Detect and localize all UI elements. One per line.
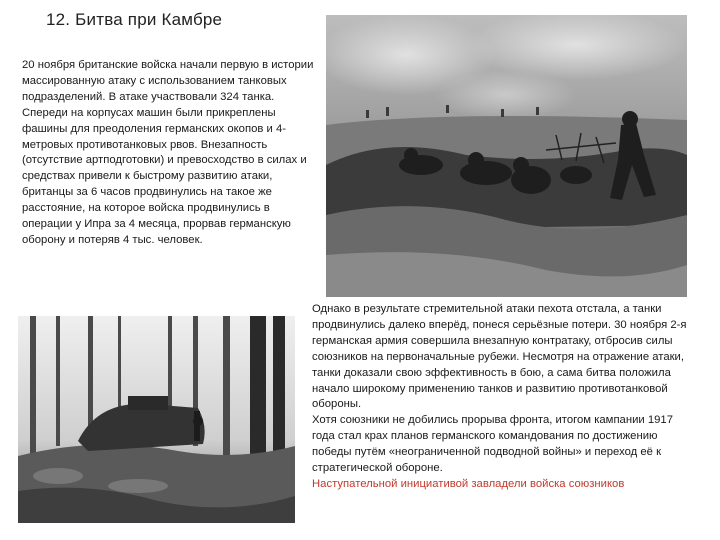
slide-title: 12. Битва при Камбре [46, 10, 223, 29]
battle-trench-photo [326, 15, 687, 297]
allied-initiative-highlight: Наступательной инициативой завладели войска союзников [312, 477, 625, 490]
tank-photo-graphic [18, 316, 295, 523]
right-text-block [312, 302, 690, 493]
left-text-block [22, 58, 314, 249]
right-paragraph-1: Однако в результате стремительной атаки пехота отстала, а танки продвинулись далеко вперёд, понеся серьёзные потери. 30 ноября 2-я германская армия совершила внезапную контратаку, отбросив силы союзников на первоначальные рубежи. Несмотря на отражение атаки, танки доказали свою эффективность в бою, а сама битва положила начало широкому применению танков и развитию противотанковой обороны. [312, 303, 687, 411]
tank-forest-photo [18, 316, 295, 523]
battle-photo-graphic [326, 15, 687, 297]
left-paragraph: 20 ноября британские войска начали первую в истории массированную атаку с использованием танковых подразделений. В атаке участвовали 324 танка. Спереди на корпусах машин были прикреплены фашины для преодоления германских окопов и 4-метровых противотанковых рвов. Внезапность (отсутствие артподготовки) и превосходство в силах и средствах привели к быстрому развитию атаки, британцы за 6 часов продвинулись на такое же расстояние, на которое войска продвинулись в операции у Ипра за 4 месяца, прорвав германскую оборону и потеряв 4 тыс. человек. [22, 59, 314, 246]
right-paragraph-2: Хотя союзники не добились прорыва фронта, итогом кампании 1917 года стал крах планов германского командования по достижению победы путём «неограниченной подводной войны» и переход её к стратегической обороне. [312, 414, 673, 475]
